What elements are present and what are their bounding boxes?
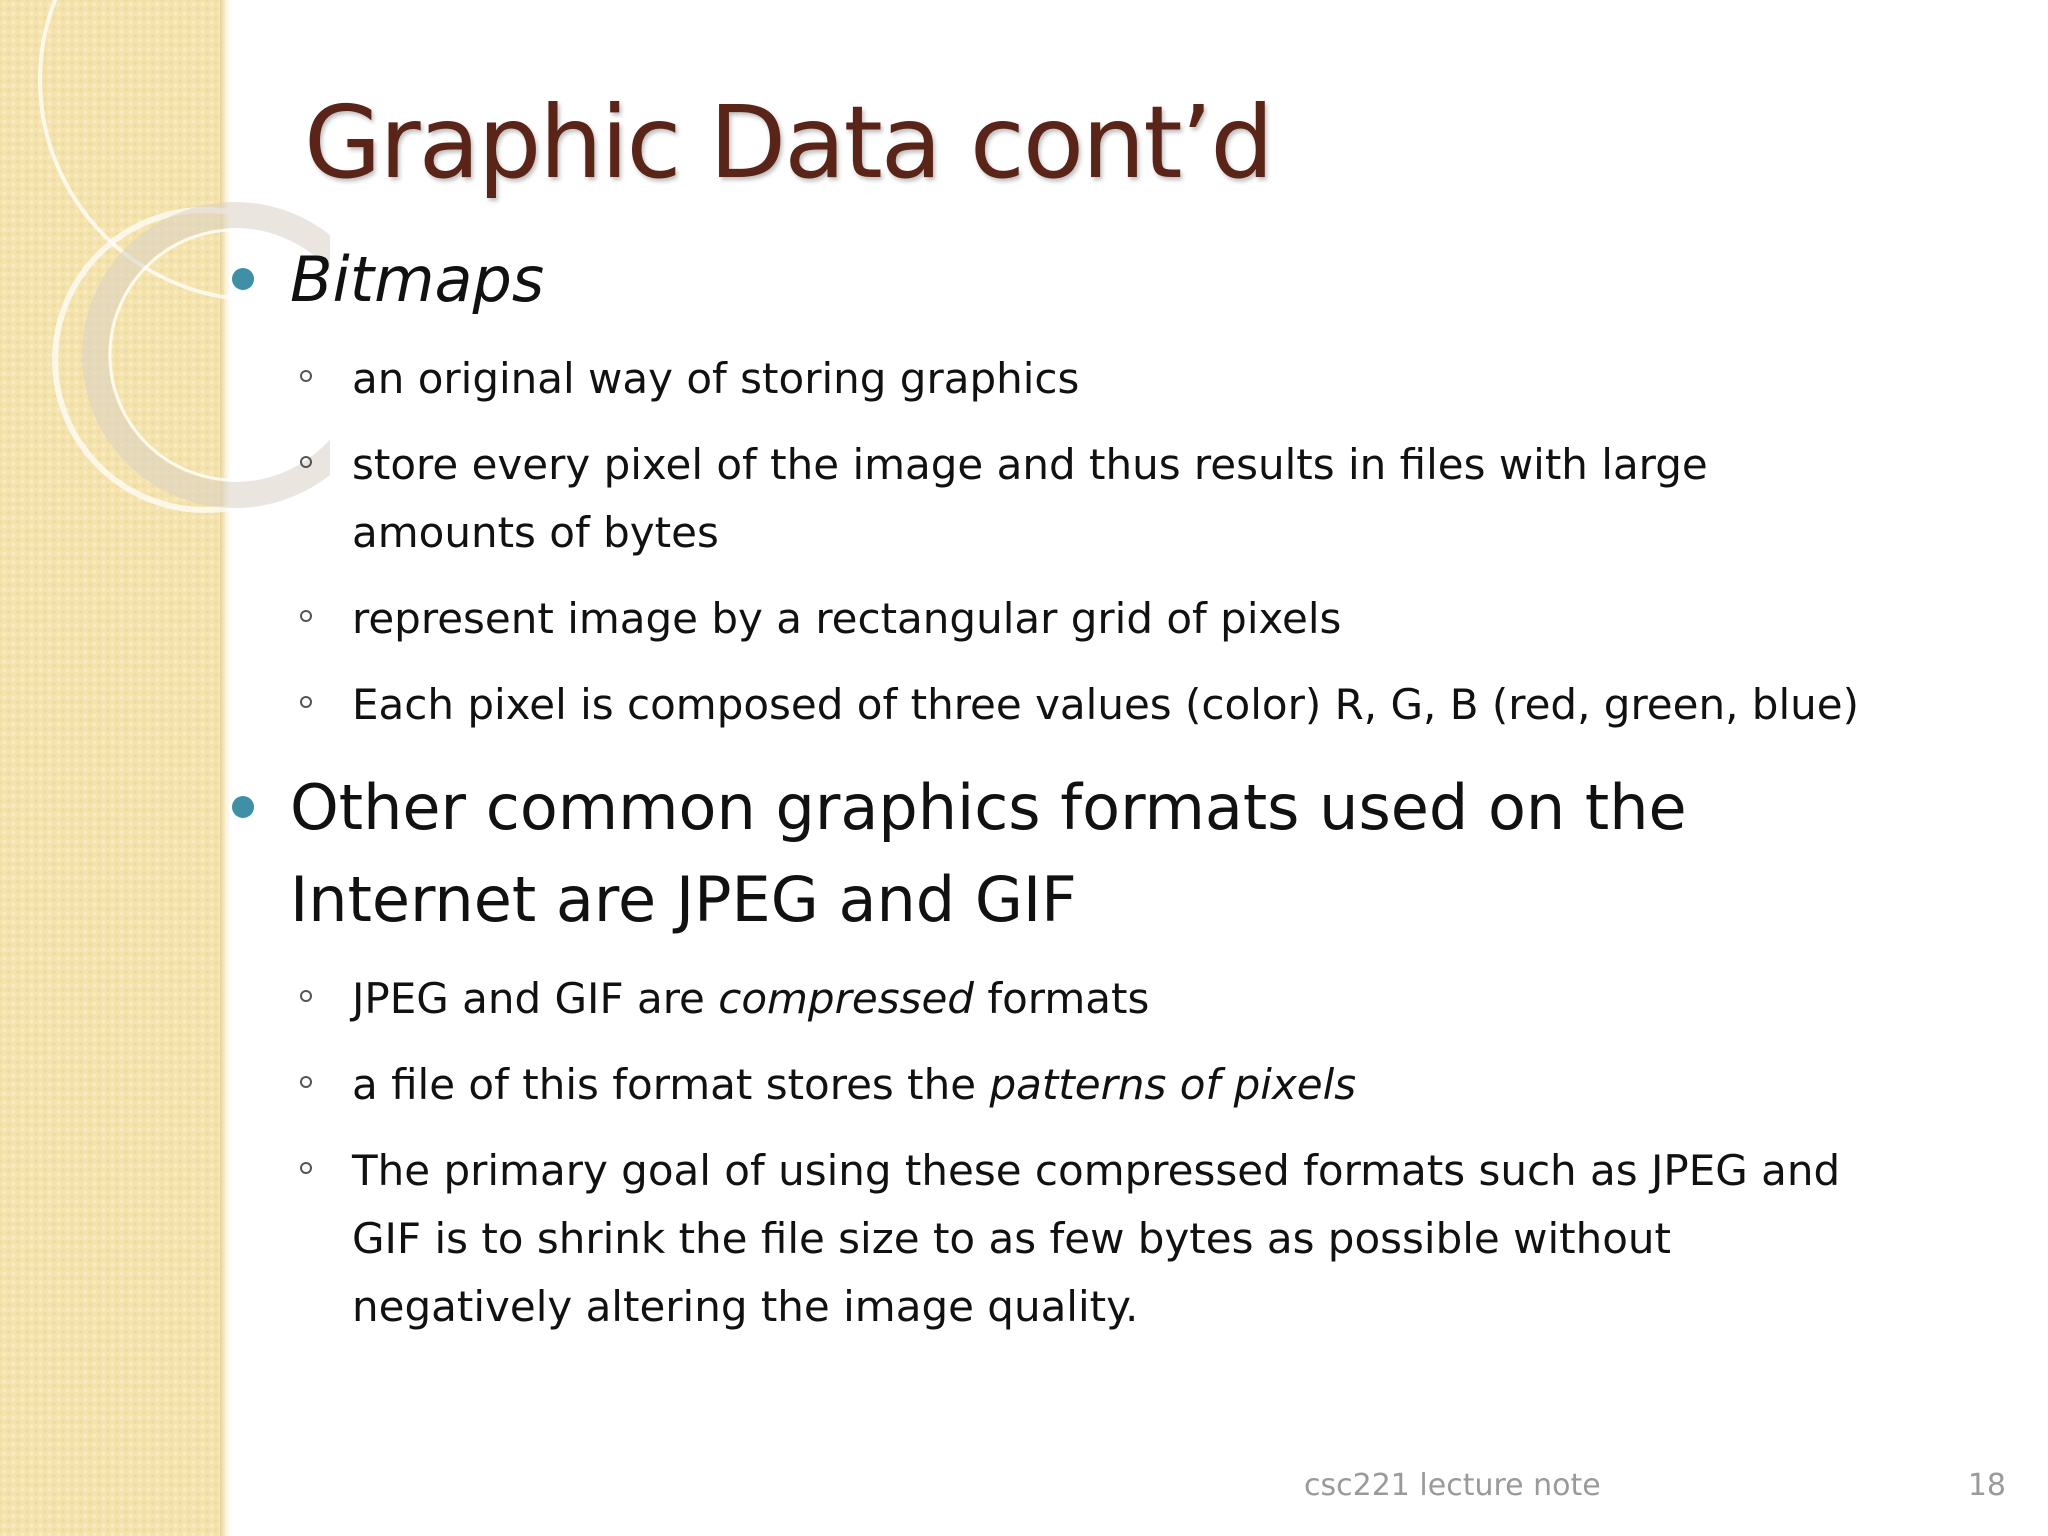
sub-bullet-text: store every pixel of the image and thus results in files with large bbox=[352, 440, 1708, 489]
sub-bullet-continuation bbox=[352, 1272, 1138, 1342]
page-number: 18 bbox=[1967, 1468, 2006, 1503]
bullet-text: Internet are JPEG and GIF bbox=[290, 863, 1077, 936]
sub-bullet-continuation bbox=[352, 498, 719, 568]
sub-bullet bbox=[352, 344, 1079, 414]
sub-bullet-ring-icon bbox=[300, 1076, 312, 1088]
sub-bullet-text: an original way of storing graphics bbox=[352, 354, 1080, 403]
sub-bullet-ring-icon bbox=[300, 456, 312, 468]
sub-bullet-text: GIF is to shrink the file size to as few bytes as possible without bbox=[352, 1214, 1672, 1263]
sub-bullet-text-post: formats bbox=[973, 974, 1150, 1023]
bullet-bitmaps bbox=[290, 232, 544, 328]
sub-bullet bbox=[352, 584, 1341, 654]
sub-bullet-ring-icon bbox=[300, 1162, 312, 1174]
sub-bullet bbox=[352, 1050, 1356, 1120]
decorative-rings bbox=[0, 0, 330, 520]
bullet-text: Other common graphics formats used on the bbox=[290, 771, 1687, 844]
bullet-continuation bbox=[290, 852, 1077, 948]
sub-bullet bbox=[352, 670, 1859, 740]
sub-bullet-text-pre: JPEG and GIF are bbox=[352, 974, 719, 1023]
sub-bullet-text: represent image by a rectangular grid of pixels bbox=[352, 594, 1342, 643]
slide-title: Graphic Data cont’d bbox=[304, 84, 1272, 201]
sub-bullet-emphasis: compressed bbox=[718, 974, 974, 1023]
sub-bullet bbox=[352, 430, 1708, 500]
sub-bullet-ring-icon bbox=[300, 370, 312, 382]
sub-bullet-text: negatively altering the image quality. bbox=[352, 1282, 1139, 1331]
footer-note: csc221 lecture note bbox=[1304, 1468, 1601, 1503]
sub-bullet-text: Each pixel is composed of three values (color) R, G, B (red, green, blue) bbox=[352, 680, 1859, 729]
sub-bullet-ring-icon bbox=[300, 990, 312, 1002]
sub-bullet-continuation bbox=[352, 1204, 1671, 1274]
sub-bullet-text: The primary goal of using these compressed formats such as JPEG and bbox=[352, 1146, 1841, 1195]
sub-bullet-emphasis: patterns of pixels bbox=[989, 1060, 1357, 1109]
bullet-other-formats bbox=[290, 760, 1687, 856]
bullet-text: Bitmaps bbox=[290, 243, 545, 316]
sub-bullet bbox=[352, 964, 1149, 1034]
sub-bullet-ring-icon bbox=[300, 610, 312, 622]
bullet-dot-icon bbox=[232, 796, 254, 818]
sub-bullet-text: amounts of bytes bbox=[352, 508, 719, 557]
sub-bullet-text-pre: a file of this format stores the bbox=[352, 1060, 990, 1109]
bullet-dot-icon bbox=[232, 268, 254, 290]
sub-bullet-ring-icon bbox=[300, 696, 312, 708]
sub-bullet bbox=[352, 1136, 1840, 1206]
